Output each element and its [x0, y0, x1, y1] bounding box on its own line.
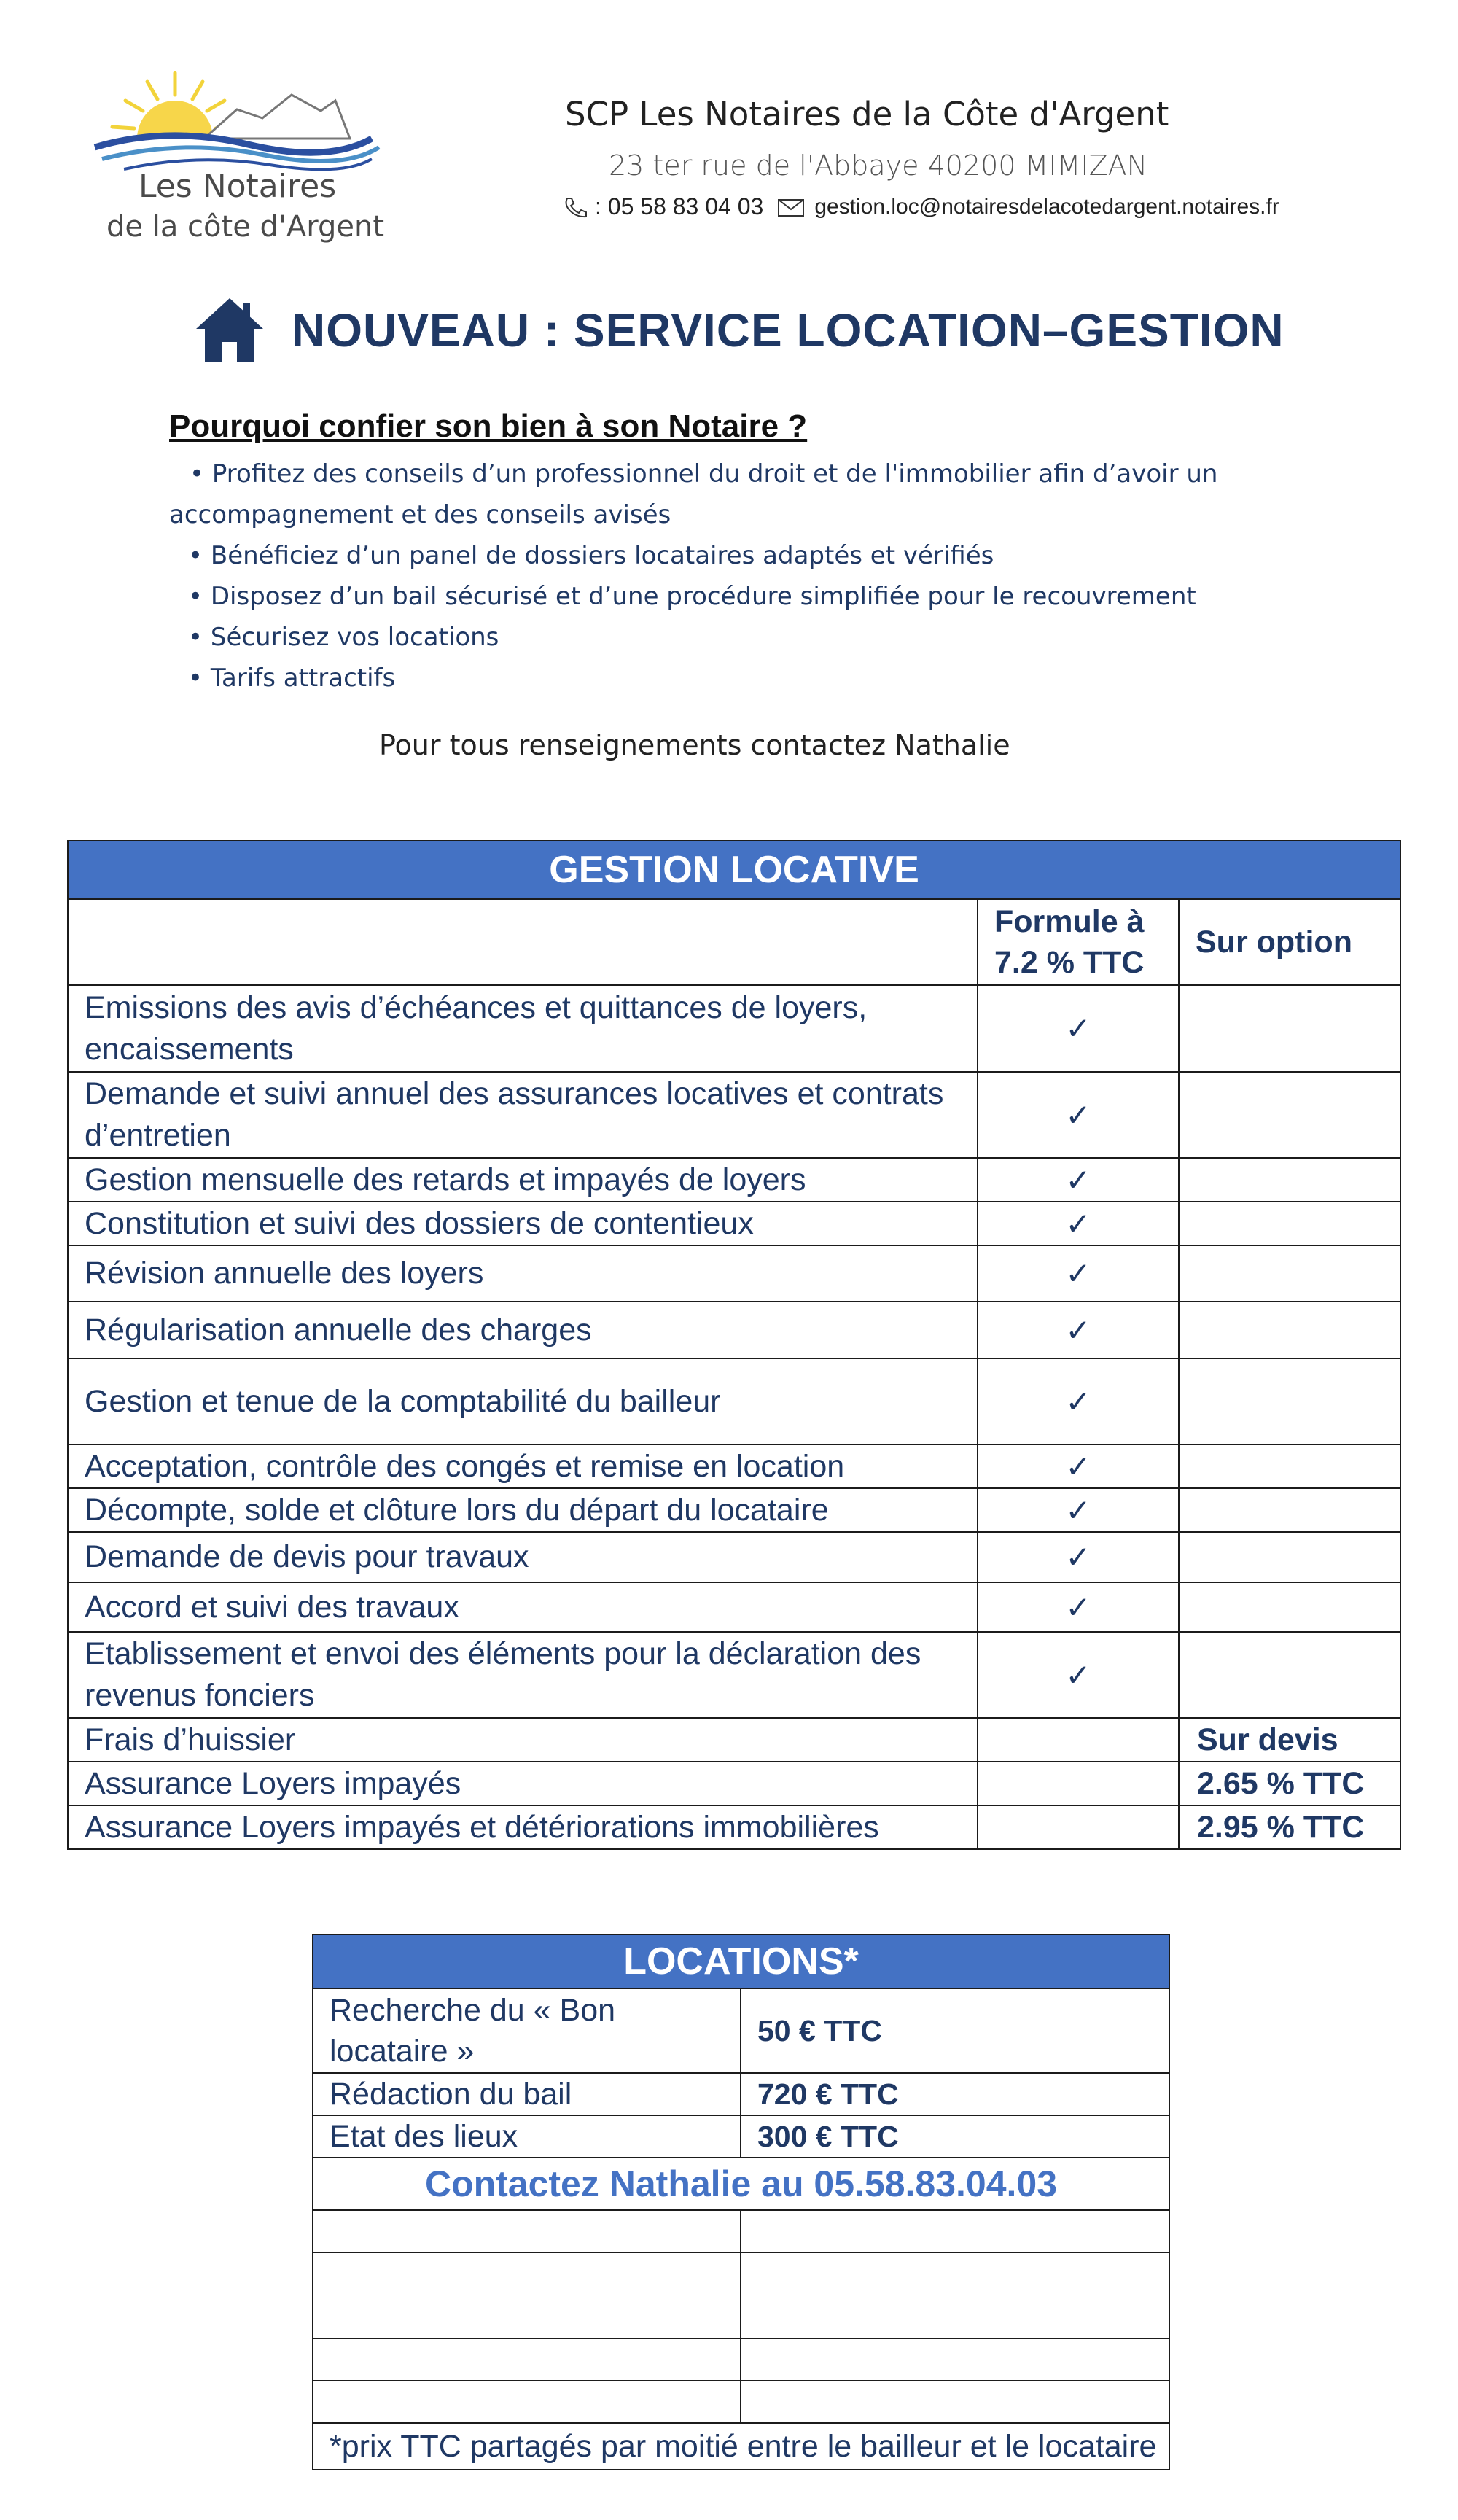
service-price: 720 € TTC	[741, 2073, 1169, 2115]
check-icon: ✓	[978, 985, 1179, 1072]
empty-row	[313, 2252, 1169, 2338]
service-label: Etat des lieux	[313, 2115, 741, 2158]
column-header-formula: Formule à 7.2 % TTC	[978, 899, 1179, 985]
empty-header-cell	[68, 899, 978, 985]
empty-row	[313, 2381, 1169, 2423]
table-row	[313, 2073, 1169, 2115]
contact-nathalie-text: Pour tous renseignements contactez Nathalie	[379, 729, 1010, 761]
table-row	[68, 1245, 1400, 1302]
benefits-list	[169, 454, 1372, 699]
check-icon: ✓	[978, 1582, 1179, 1632]
table-row	[68, 1762, 1400, 1805]
table-row	[68, 1532, 1400, 1582]
phone-icon	[561, 195, 590, 219]
row-label: Demande et suivi annuel des assurances locatives et contrats d’entretien	[68, 1072, 978, 1158]
service-label: Recherche du « Bon locataire »	[313, 1988, 741, 2073]
table-row	[68, 1358, 1400, 1444]
check-icon: ✓	[978, 1444, 1179, 1488]
option-cell	[1179, 1532, 1400, 1582]
row-label: Demande de devis pour travaux	[68, 1532, 978, 1582]
benefit-item: • Tarifs attractifs	[188, 664, 396, 693]
check-icon: ✓	[978, 1158, 1179, 1202]
row-label: Révision annuelle des loyers	[68, 1245, 978, 1302]
table-row	[68, 1805, 1400, 1849]
check-icon: ✓	[978, 1488, 1179, 1532]
row-label: Régularisation annuelle des charges	[68, 1302, 978, 1358]
column-header-option: Sur option	[1179, 899, 1400, 985]
row-label: Gestion mensuelle des retards et impayés de loyers	[68, 1158, 978, 1202]
table-row	[68, 1158, 1400, 1202]
gestion-locative-table	[67, 840, 1401, 1850]
row-label: Accord et suivi des travaux	[68, 1582, 978, 1632]
logo-line2: de la côte d'Argent	[106, 210, 385, 244]
table-row	[68, 1072, 1400, 1158]
email-address[interactable]: gestion.loc@notairesdelacotedargent.notaires.fr	[814, 194, 1279, 219]
phone-number: : 05 58 83 04 03	[595, 193, 764, 219]
office-name: SCP Les Notaires de la Côte d'Argent	[565, 95, 1169, 133]
empty-row	[313, 2210, 1169, 2252]
benefit-item: • Sécurisez vos locations	[188, 623, 499, 652]
option-cell	[1179, 1582, 1400, 1632]
table-row	[68, 1632, 1400, 1718]
table-row	[68, 1444, 1400, 1488]
empty-row	[313, 2338, 1169, 2381]
row-label: Etablissement et envoi des éléments pour la déclaration des revenus fonciers	[68, 1632, 978, 1718]
mail-icon	[776, 195, 806, 219]
option-price: 2.65 % TTC	[1179, 1762, 1400, 1805]
check-icon: ✓	[978, 1358, 1179, 1444]
option-cell	[1179, 1632, 1400, 1718]
row-label: Constitution et suivi des dossiers de contentieux	[68, 1202, 978, 1245]
option-cell	[1179, 1072, 1400, 1158]
table-row	[313, 2115, 1169, 2158]
house-icon	[193, 295, 266, 365]
option-cell	[1179, 985, 1400, 1072]
option-cell	[1179, 1202, 1400, 1245]
option-cell	[1179, 1488, 1400, 1532]
row-label: Gestion et tenue de la comptabilité du bailleur	[68, 1358, 978, 1444]
service-price: 300 € TTC	[741, 2115, 1169, 2158]
page-title-row	[193, 295, 1284, 365]
table-row	[68, 1202, 1400, 1245]
locations-title: LOCATIONS*	[313, 1934, 1169, 1988]
table-row	[68, 1488, 1400, 1532]
row-label: Frais d’huissier	[68, 1718, 978, 1762]
row-label: Acceptation, contrôle des congés et remise en location	[68, 1444, 978, 1488]
locations-table	[312, 1934, 1170, 2470]
row-label: Décompte, solde et clôture lors du départ du locataire	[68, 1488, 978, 1532]
check-icon: ✓	[978, 1632, 1179, 1718]
logo-line1: Les Notaires	[139, 168, 337, 205]
row-label: Emissions des avis d’échéances et quittances de loyers, encaissements	[68, 985, 978, 1072]
table-row	[68, 1302, 1400, 1358]
option-cell	[1179, 1245, 1400, 1302]
table-row	[68, 1718, 1400, 1762]
check-icon: ✓	[978, 1532, 1179, 1582]
option-cell	[1179, 1358, 1400, 1444]
benefit-item-continuation: accompagnement et des conseils avisés	[169, 500, 671, 529]
check-icon: ✓	[978, 1245, 1179, 1302]
notary-logo	[80, 66, 386, 262]
check-icon: ✓	[978, 1202, 1179, 1245]
table-row	[313, 1988, 1169, 2073]
benefit-item: • Profitez des conseils d’un professionnel du droit et de l'immobilier afin d’avoir un	[190, 459, 1218, 489]
option-cell	[1179, 1158, 1400, 1202]
contact-nathalie-cta: Contactez Nathalie au 05.58.83.04.03	[313, 2158, 1169, 2210]
check-icon: ✓	[978, 1302, 1179, 1358]
option-cell	[1179, 1302, 1400, 1358]
table-row	[68, 985, 1400, 1072]
row-label: Assurance Loyers impayés	[68, 1762, 978, 1805]
contact-line	[561, 193, 1279, 220]
option-price: Sur devis	[1179, 1718, 1400, 1762]
page-title: NOUVEAU : SERVICE LOCATION–GESTION	[292, 303, 1284, 357]
benefit-item: • Bénéficiez d’un panel de dossiers locataires adaptés et vérifiés	[188, 541, 994, 570]
service-price: 50 € TTC	[741, 1988, 1169, 2073]
check-icon: ✓	[978, 1072, 1179, 1158]
table-row	[313, 2423, 1169, 2470]
why-heading: Pourquoi confier son bien à son Notaire ?	[169, 408, 808, 444]
table-row	[68, 1582, 1400, 1632]
office-address: 23 ter rue de l'Abbaye 40200 MIMIZAN	[609, 149, 1148, 182]
row-label: Assurance Loyers impayés et détériorations immobilières	[68, 1805, 978, 1849]
service-label: Rédaction du bail	[313, 2073, 741, 2115]
table-title: GESTION LOCATIVE	[68, 841, 1400, 899]
formula-cell	[978, 1718, 1179, 1762]
table-row	[313, 2158, 1169, 2210]
price-footnote: *prix TTC partagés par moitié entre le bailleur et le locataire	[313, 2423, 1169, 2470]
benefit-item: • Disposez d’un bail sécurisé et d’une procédure simplifiée pour le recouvrement	[188, 582, 1196, 611]
formula-cell	[978, 1805, 1179, 1849]
formula-cell	[978, 1762, 1179, 1805]
option-cell	[1179, 1444, 1400, 1488]
sun-waves-logo-icon	[80, 66, 386, 175]
option-price: 2.95 % TTC	[1179, 1805, 1400, 1849]
